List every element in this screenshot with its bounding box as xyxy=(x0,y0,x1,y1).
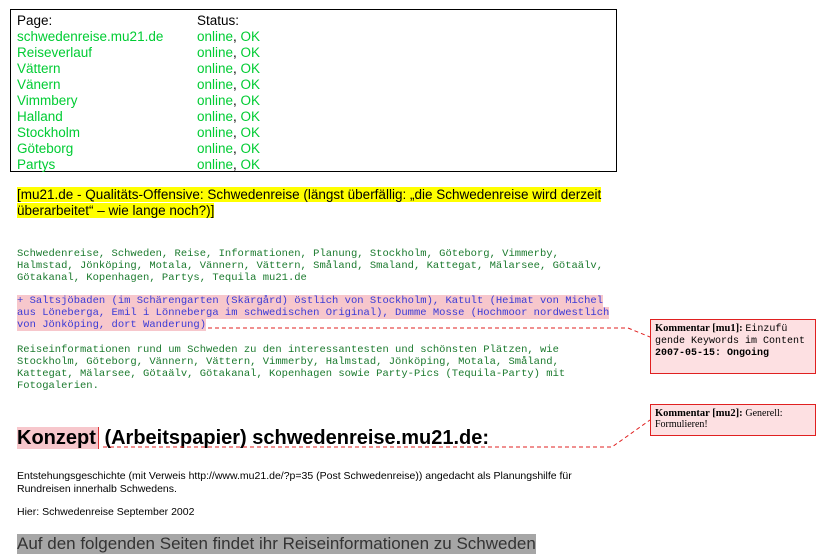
page-name: Reiseverlauf xyxy=(17,45,93,60)
comment-2-label: Kommentar [mu2]: xyxy=(655,408,743,419)
page-name: Vänern xyxy=(17,77,61,92)
description-block: Reiseinformationen rund um Schweden zu den interessantesten und schönsten Plätzen, wie Stockholm, Göteborg, Vännern, Vättern, Vimmerby, Halmstad, Jönköping, Motala, Småland, Kattegat, Mälarsee, Götaälv, Götakanal, Kopenhagen sowie Party-Pics (Tequila-Party) mit Fotogalerien. xyxy=(17,344,566,392)
comment-balloon-1[interactable] xyxy=(650,319,816,374)
status-ok: OK xyxy=(240,157,261,172)
page-name: Halland xyxy=(17,109,63,124)
status-ok: OK xyxy=(240,77,261,92)
inserted-keywords-text: + Saltsjöbaden (im Schärengarten (Skärgård) östlich von Stockholm), Katult (Heimat von Michel aus Löneberga, Emil i Lönneberga im schwedischen Original), Dumme Mosse (Hochmoor nordwestlich von Jönköping, dort Wanderung) xyxy=(17,295,610,331)
status-online: online xyxy=(197,157,234,172)
status-ok: OK xyxy=(240,29,261,44)
status-online: online xyxy=(197,93,234,108)
status-online: online xyxy=(197,29,234,44)
heading-rest: (Arbeitspapier) schwedenreise.mu21.de: xyxy=(98,427,490,449)
status-online: online xyxy=(197,45,234,60)
page-name: Vimmbery xyxy=(17,93,78,108)
comment-1-label: Kommentar [mu1]: xyxy=(655,323,743,334)
page-status: online, OK xyxy=(197,141,261,156)
status-online: online xyxy=(197,77,234,92)
keywords-block: Schwedenreise, Schweden, Reise, Informationen, Planung, Stockholm, Göteborg, Vimmerby, Halmstad, Jönköping, Motala, Vännern, Vättern, Småland, Smaland, Kattegat, Mälarsee, Götaälv, Götakanal, Kopenhagen, Partys, Tequila mu21.de xyxy=(17,248,603,284)
page-status: online, OK xyxy=(197,125,261,140)
comment-2-text: Generell: Formulieren! xyxy=(655,408,783,430)
page-name: schwedenreise.mu21.de xyxy=(17,29,164,44)
heading-highlight: Konzept xyxy=(17,427,99,449)
status-ok: OK xyxy=(240,61,261,76)
date-paragraph: Hier: Schwedenreise September 2002 xyxy=(17,506,195,518)
page-status: online, OK xyxy=(197,109,261,124)
section-banner: Auf den folgenden Seiten findet ihr Reiseinformationen zu Schweden xyxy=(17,534,536,553)
page-status: online, OK xyxy=(197,61,261,76)
status-ok: OK xyxy=(240,45,261,60)
status-online: online xyxy=(197,61,234,76)
page-status: online, OK xyxy=(197,77,261,92)
col-status-header: Status: xyxy=(197,13,240,28)
page-status: online, OK xyxy=(197,45,261,60)
page-status: online, OK xyxy=(197,157,261,172)
status-ok: OK xyxy=(240,125,261,140)
comment-connector-1 xyxy=(208,328,650,337)
col-page-header: Page: xyxy=(17,13,53,28)
status-online: online xyxy=(197,109,234,124)
page-name: Göteborg xyxy=(17,141,74,156)
status-ok: OK xyxy=(240,141,261,156)
page-name: Partys xyxy=(17,157,56,172)
status-ok: OK xyxy=(240,93,261,108)
comment-balloon-2[interactable] xyxy=(650,404,816,436)
comment-connector-2 xyxy=(103,420,650,447)
notice-text: [mu21.de - Qualitäts-Offensive: Schwedenreise (längst überfällig: „die Schwedenreise wird derzeit überarbeitet“ – wie lange noch?)] xyxy=(17,187,602,218)
page-name: Stockholm xyxy=(17,125,81,140)
status-online: online xyxy=(197,125,234,140)
history-paragraph: Entstehungsgeschichte (mit Verweis http://www.mu21.de/?p=35 (Post Schwedenreise)) angedacht als Planungshilfe für Rundreisen innerhalb Schwedens. xyxy=(17,470,572,495)
status-ok: OK xyxy=(240,109,261,124)
status-online: online xyxy=(197,141,234,156)
page-status: online, OK xyxy=(197,93,261,108)
page-name: Vättern xyxy=(17,61,61,76)
comment-1-status: 2007-05-15: Ongoing xyxy=(655,348,770,359)
comment-1-text: Einzufü gende Keywords im Content xyxy=(655,324,806,347)
page-status: online, OK xyxy=(197,29,261,44)
